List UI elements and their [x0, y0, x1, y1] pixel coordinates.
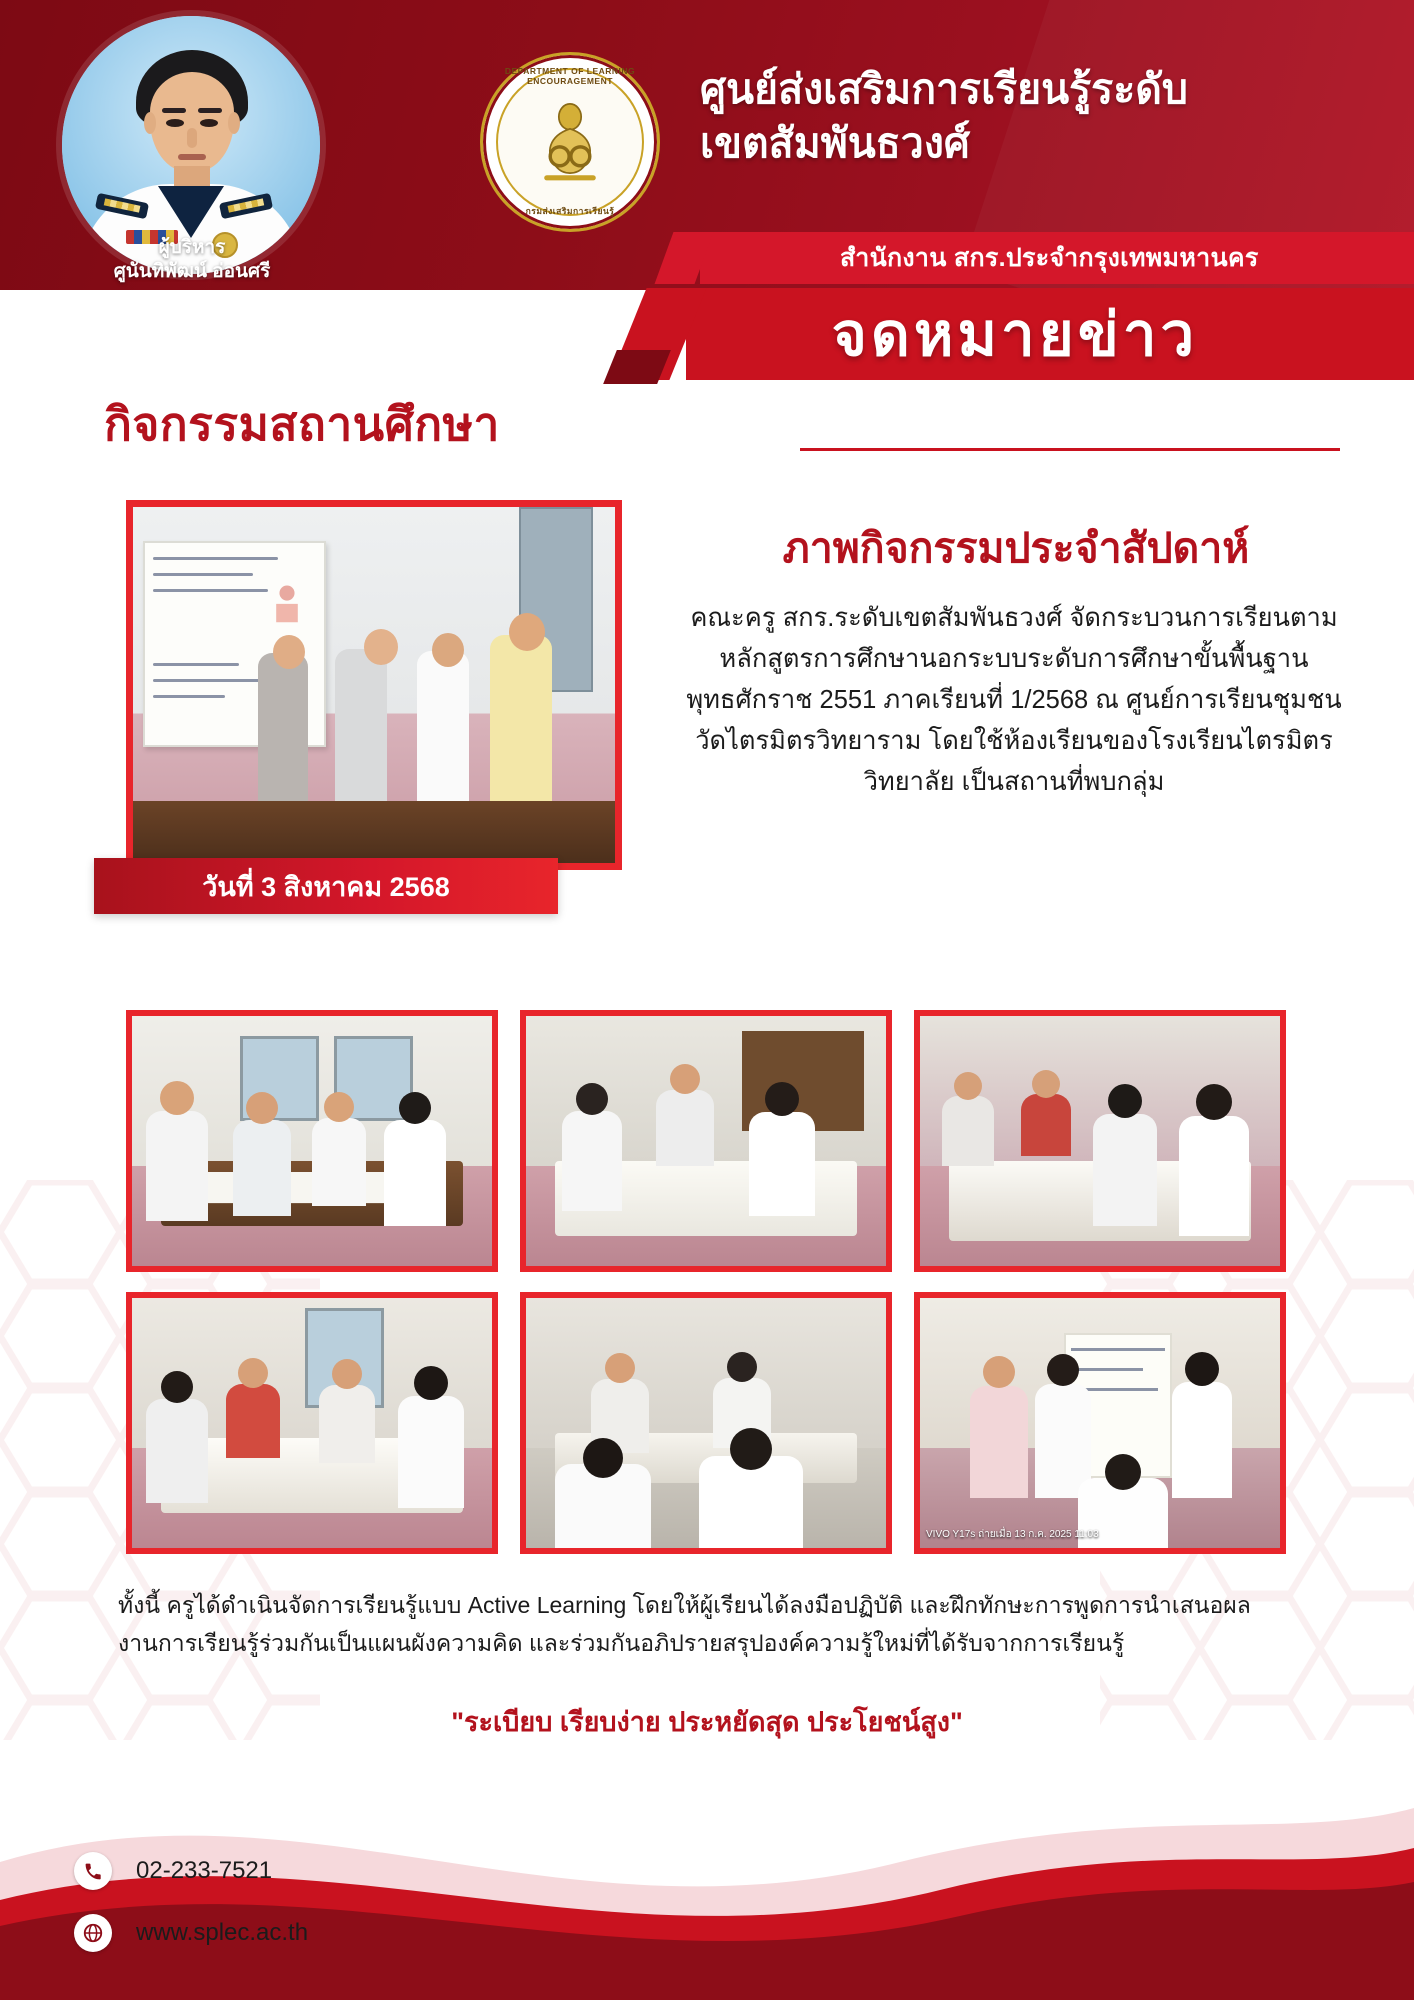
globe-icon: [74, 1914, 112, 1952]
phone-icon: [74, 1852, 112, 1890]
photo-gallery: [126, 1010, 1288, 1574]
featured-photo: [126, 500, 622, 870]
slogan: "ระเบียบ เรียบง่าย ประหยัดสุด ประโยชน์สูง": [451, 1707, 963, 1737]
gallery-photo-4: [126, 1292, 498, 1554]
contact-phone-row: [74, 1852, 308, 1890]
gallery-row-2: [126, 1292, 1288, 1554]
ribbon-underline: [800, 448, 1340, 451]
newsletter-ribbon: [686, 288, 1414, 380]
department-emblem-icon: [480, 52, 660, 232]
emblem-text-bottom: กรมส่งเสริมการเรียนรู้: [525, 206, 615, 216]
section-heading: กิจกรรมสถานศึกษา: [104, 398, 500, 450]
gallery-photo-6-caption: VIVO Y17s ถ่ายเมื่อ 13 ก.ค. 2025 11:03: [926, 1529, 1099, 1540]
administrator-caption: [62, 236, 322, 284]
organization-title: [700, 62, 1360, 170]
organization-title-line1: ศูนย์ส่งเสริมการเรียนรู้ระดับ: [700, 66, 1188, 112]
newsletter-ribbon-label: จดหมายข่าว: [831, 300, 1199, 368]
gallery-row-1: [126, 1010, 1288, 1272]
gallery-photo-1: [126, 1010, 498, 1272]
contact-phone-number[interactable]: 02-233-7521: [136, 1857, 273, 1884]
administrator-role: ผู้บริหาร: [158, 237, 226, 258]
featured-photo-date-badge: วันที่ 3 สิงหาคม 2568: [94, 858, 558, 914]
emblem-glyph-icon: [527, 103, 613, 189]
organization-title-line2: เขตสัมพันธวงศ์: [700, 120, 970, 166]
gallery-photo-5: [520, 1292, 892, 1554]
gallery-photo-2: [520, 1010, 892, 1272]
article-title: ภาพกิจกรรมประจำสัปดาห์: [782, 525, 1250, 571]
globe-glyph-icon: [82, 1922, 104, 1944]
contact-website-row: [74, 1914, 308, 1952]
article-body: คณะครู สกร.ระดับเขตสัมพันธวงศ์ จัดกระบวนการเรียนตามหลักสูตรการศึกษานอกระบบระดับการศึกษาขั้นพื้นฐาน พุทธศักราช 2551 ภาคเรียนที่ 1/2568 ณ ศูนย์การเรียนชุมชนวัดไตรมิตรวิทยาราม โดยใช้ห้องเรียนของโรงเรียนไตรมิตรวิทยาลัย เป็นสถานที่พบกลุ่ม: [686, 604, 1342, 796]
footer-contact: [74, 1852, 308, 1976]
emblem-text-top: DEPARTMENT OF LEARNING ENCOURAGEMENT: [504, 66, 636, 86]
gallery-photo-6: [914, 1292, 1286, 1554]
administrator-name: ศูนันทิพัฒน์ อ่อนศรี: [113, 261, 271, 282]
office-subtitle: สำนักงาน สกร.ประจำกรุงเทพมหานคร: [840, 244, 1259, 272]
contact-website-url[interactable]: www.splec.ac.th: [136, 1919, 309, 1946]
gallery-photo-3: [914, 1010, 1286, 1272]
closing-note: ทั้งนี้ ครูได้ดำเนินจัดการเรียนรู้แบบ Active Learning โดยให้ผู้เรียนได้ลงมือปฏิบัติ และฝึกทักษะการพูดการนำเสนอผลงานการเรียนรู้ร่วมกันเป็นแผนผังความคิด และร่วมกันอภิปรายสรุปองค์ความรู้ใหม่ที่ได้รับจากการเรียนรู้: [118, 1592, 1251, 1656]
phone-glyph-icon: [83, 1861, 104, 1882]
office-subtitle-bar: [700, 232, 1414, 284]
